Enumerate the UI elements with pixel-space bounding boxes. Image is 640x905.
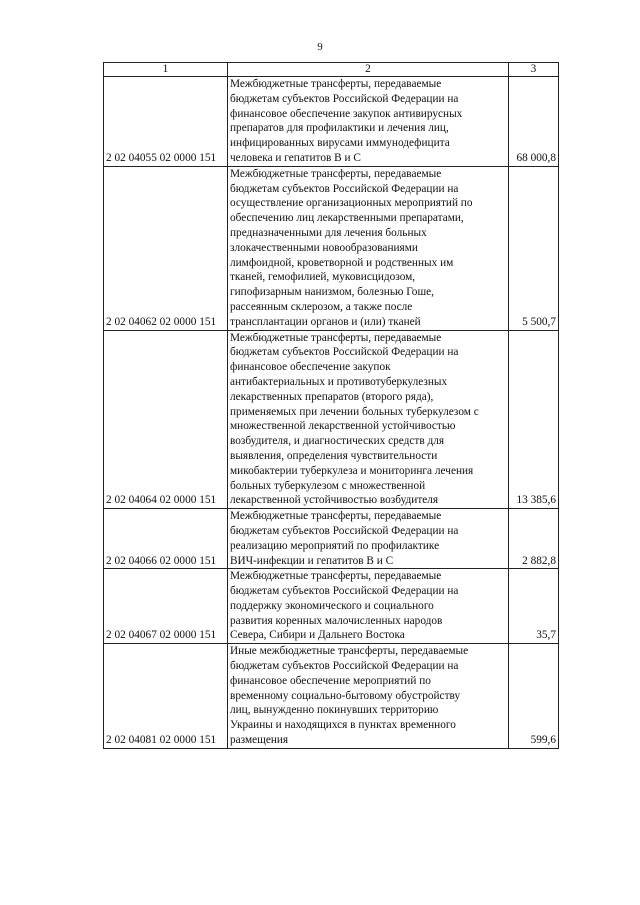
transfer-description: Межбюджетные трансферты, передаваемые бюджетам субъектов Российской Федерации на поддержку экономического и социального развития коренных малочисленных народов Севера, Сибири и Дальнего Востока [228, 569, 509, 644]
amount: 13 385,6 [509, 330, 559, 509]
table-row [104, 644, 559, 749]
column-header-2: 2 [228, 63, 509, 77]
column-header-1: 1 [104, 63, 228, 77]
table-row [104, 569, 559, 644]
page-number: 9 [317, 41, 323, 53]
transfer-description: Иные межбюджетные трансферты, передаваемые бюджетам субъектов Российской Федерации на финансовое обеспечение мероприятий по временному социально-бытовому обустройству лиц, вынужденно покинувших территорию Украины и находящихся в пунктах временного размещения [228, 644, 509, 749]
budget-table [103, 62, 559, 749]
budget-code: 2 02 04066 02 0000 151 [104, 509, 228, 569]
amount: 35,7 [509, 569, 559, 644]
transfer-description: Межбюджетные трансферты, передаваемые бюджетам субъектов Российской Федерации на реализацию мероприятий по профилактике ВИЧ-инфекции и гепатитов В и С [228, 509, 509, 569]
amount: 2 882,8 [509, 509, 559, 569]
table-row [104, 77, 559, 167]
transfer-description: Межбюджетные трансферты, передаваемые бюджетам субъектов Российской Федерации на осуществление организационных мероприятий по обеспечению лиц лекарственными препаратами, предназначенными для лечения больных злокачественными новообразованиями лимфоидной, кроветворной и родственных им тканей, гемофилией, муковисцидозом, гипофизарным нанизмом, болезнью Гоше, рассеянным склерозом, а также после трансплантации органов и (или) тканей [228, 166, 509, 330]
transfer-description: Межбюджетные трансферты, передаваемые бюджетам субъектов Российской Федерации на финансовое обеспечение закупок антивирусных препаратов для профилактики и лечения лиц, инфицированных вирусами иммунодефицита человека и гепатитов В и С [228, 77, 509, 167]
table-row [104, 509, 559, 569]
budget-code: 2 02 04062 02 0000 151 [104, 166, 228, 330]
transfer-description: Межбюджетные трансферты, передаваемые бюджетам субъектов Российской Федерации на финансовое обеспечение закупок антибактериальных и противотуберкулезных лекарственных препаратов (второго ряда), применяемых при лечении больных туберкулезом с множественной лекарственной устойчивостью возбудителя, и диагностических средств для выявления, определения чувствительности микобактерии туберкулеза и мониторинга лечения больных туберкулезом с множественной лекарственной устойчивостью возбудителя [228, 330, 509, 509]
header-row [104, 63, 559, 77]
table-row [104, 330, 559, 509]
amount: 599,6 [509, 644, 559, 749]
budget-code: 2 02 04081 02 0000 151 [104, 644, 228, 749]
table-row [104, 166, 559, 330]
budget-code: 2 02 04055 02 0000 151 [104, 77, 228, 167]
budget-code: 2 02 04067 02 0000 151 [104, 569, 228, 644]
amount: 68 000,8 [509, 77, 559, 167]
column-header-3: 3 [509, 63, 559, 77]
budget-code: 2 02 04064 02 0000 151 [104, 330, 228, 509]
amount: 5 500,7 [509, 166, 559, 330]
